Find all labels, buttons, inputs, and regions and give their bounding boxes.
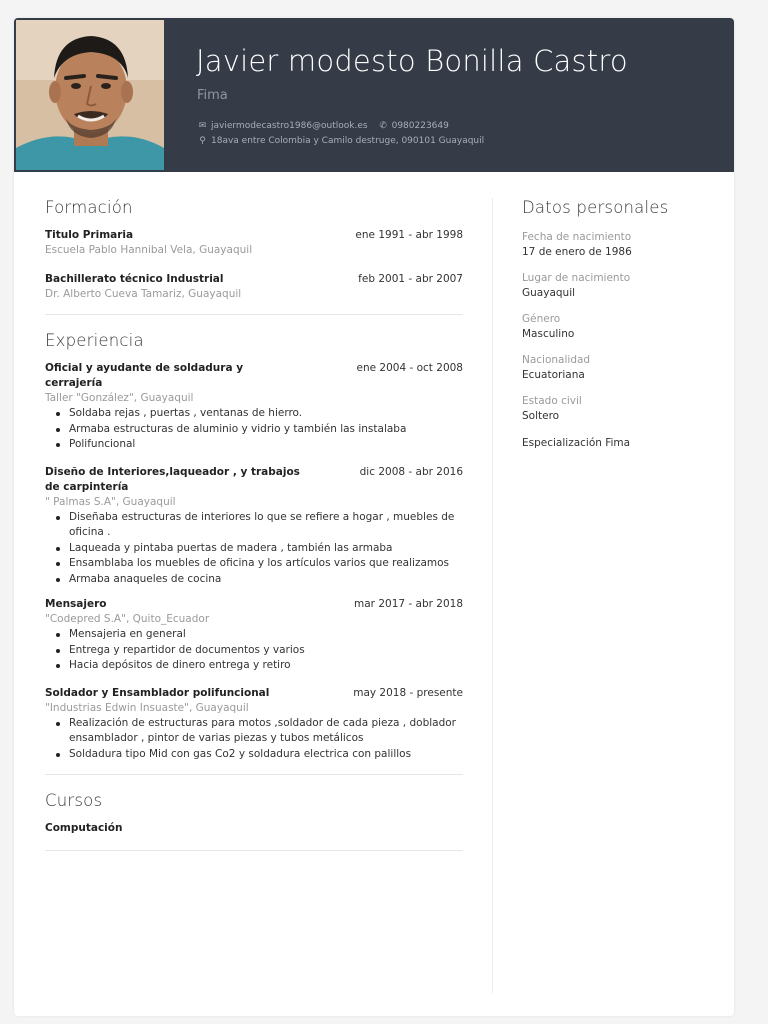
entry-org: Escuela Pablo Hannibal Vela, Guayaquil — [45, 244, 253, 256]
email-text[interactable]: javiermodecastro1986@outlook.es — [211, 121, 368, 131]
list-item: Hacia depósitos de dinero entrega y retiro — [55, 658, 463, 674]
field-label: Nacionalidad — [522, 354, 591, 366]
entry-bullets — [55, 716, 463, 763]
field-label: Género — [522, 313, 561, 325]
main-column — [45, 198, 463, 867]
field-value: 17 de enero de 1986 — [522, 246, 632, 258]
section-divider — [45, 314, 463, 315]
personal-field — [522, 271, 722, 301]
section-divider — [45, 774, 463, 775]
list-item: Laqueada y pintaba puertas de madera , también las armaba — [55, 541, 463, 557]
list-item: Mensajeria en general — [55, 627, 463, 643]
entry-date: ene 1991 - abr 1998 — [355, 229, 463, 241]
entry-bullets — [55, 627, 463, 674]
section-heading: Formación — [45, 198, 133, 217]
resume-page — [14, 18, 734, 1016]
list-item: Diseñaba estructuras de interiores lo que se refiere a hogar , muebles de oficina . — [55, 510, 463, 541]
personal-field — [522, 353, 722, 383]
entry-date: feb 2001 - abr 2007 — [358, 273, 463, 285]
entry-org: "Industrias Edwin Insuaste", Guayaquil — [45, 701, 249, 714]
list-item: Armaba anaqueles de cocina — [55, 572, 463, 588]
education-entry — [45, 272, 463, 302]
entry-date: ene 2004 - oct 2008 — [356, 362, 463, 374]
map-marker-icon: ⚲ — [199, 136, 206, 146]
contact-info — [197, 119, 484, 149]
contact-line-1 — [197, 119, 484, 134]
experience-entry — [45, 686, 463, 763]
section-experiencia — [45, 331, 463, 762]
phone-text[interactable]: 0980223649 — [391, 121, 449, 131]
field-value: Guayaquil — [522, 287, 576, 299]
entry-title: Diseño de Interiores,laqueador , y trabajos de carpintería — [45, 465, 300, 493]
entry-org: Dr. Alberto Cueva Tamariz, Guayaquil — [45, 288, 242, 300]
entry-title: Oficial y ayudante de soldadura y cerrajería — [45, 362, 244, 389]
experience-entry — [45, 465, 463, 588]
address-text: 18ava entre Colombia y Camilo destruge, 090101 Guayaquil — [211, 136, 485, 146]
entry-date: mar 2017 - abr 2018 — [354, 598, 463, 610]
entry-date: may 2018 - presente — [353, 686, 463, 699]
field-value: Masculino — [522, 328, 575, 340]
field-label: Fecha de nacimiento — [522, 231, 632, 243]
profile-photo — [16, 20, 164, 170]
profile-photo-illustration — [16, 20, 164, 170]
section-heading: Datos personales — [522, 198, 669, 217]
entry-title: Mensajero — [45, 598, 107, 610]
list-item: Soldadura tipo Mid con gas Co2 y soldadura electrica con palillos — [55, 747, 463, 763]
entry-title: Bachillerato técnico Industrial — [45, 273, 224, 285]
section-heading: Experiencia — [45, 331, 144, 350]
list-item: Entrega y repartidor de documentos y varios — [55, 643, 463, 659]
field-label: Estado civil — [522, 395, 582, 407]
list-item: Polifuncional — [55, 437, 463, 453]
entry-bullets — [55, 510, 463, 588]
entry-date: dic 2008 - abr 2016 — [359, 465, 463, 478]
section-formacion — [45, 198, 463, 302]
entry-org: "Codepred S.A", Quito_Ecuador — [45, 613, 210, 625]
field-value: Ecuatoriana — [522, 369, 585, 381]
sidebar-column — [522, 198, 722, 451]
personal-field — [522, 394, 722, 424]
column-divider — [492, 198, 493, 993]
contact-line-2 — [197, 134, 484, 149]
list-item: Realización de estructuras para motos ,soldador de cada pieza , doblador ensamblador , pintor de varias piezas y tubos metálicos — [55, 716, 463, 747]
personal-field — [522, 230, 722, 260]
section-cursos — [45, 791, 463, 836]
list-item: Soldaba rejas , puertas , ventanas de hierro. — [55, 406, 463, 422]
education-entry — [45, 228, 463, 258]
specialization-text: Especialización Fima — [522, 437, 631, 449]
list-item: Armaba estructuras de aluminio y vidrio y también las instalaba — [55, 422, 463, 438]
experience-entry — [45, 597, 463, 674]
course-item: Computación — [45, 822, 123, 834]
section-heading: Cursos — [45, 791, 103, 810]
personal-field — [522, 312, 722, 342]
entry-title: Titulo Primaria — [45, 229, 134, 241]
entry-org: " Palmas S.A", Guayaquil — [45, 495, 176, 508]
phone-icon: ✆ — [379, 121, 387, 131]
field-label: Lugar de nacimiento — [522, 272, 631, 284]
experience-entry — [45, 361, 463, 453]
entry-org: Taller "González", Guayaquil — [45, 392, 194, 404]
resume-header — [14, 18, 734, 172]
entry-bullets — [55, 406, 463, 453]
candidate-title: Fima — [197, 88, 228, 103]
envelope-icon: ✉ — [198, 121, 207, 131]
list-item: Ensamblaba los muebles de oficina y los artículos varios que realizamos — [55, 556, 463, 572]
field-value: Soltero — [522, 410, 560, 422]
candidate-name: Javier modesto Bonilla Castro — [196, 44, 628, 78]
entry-title: Soldador y Ensamblador polifuncional — [45, 686, 270, 699]
section-divider — [45, 850, 463, 851]
